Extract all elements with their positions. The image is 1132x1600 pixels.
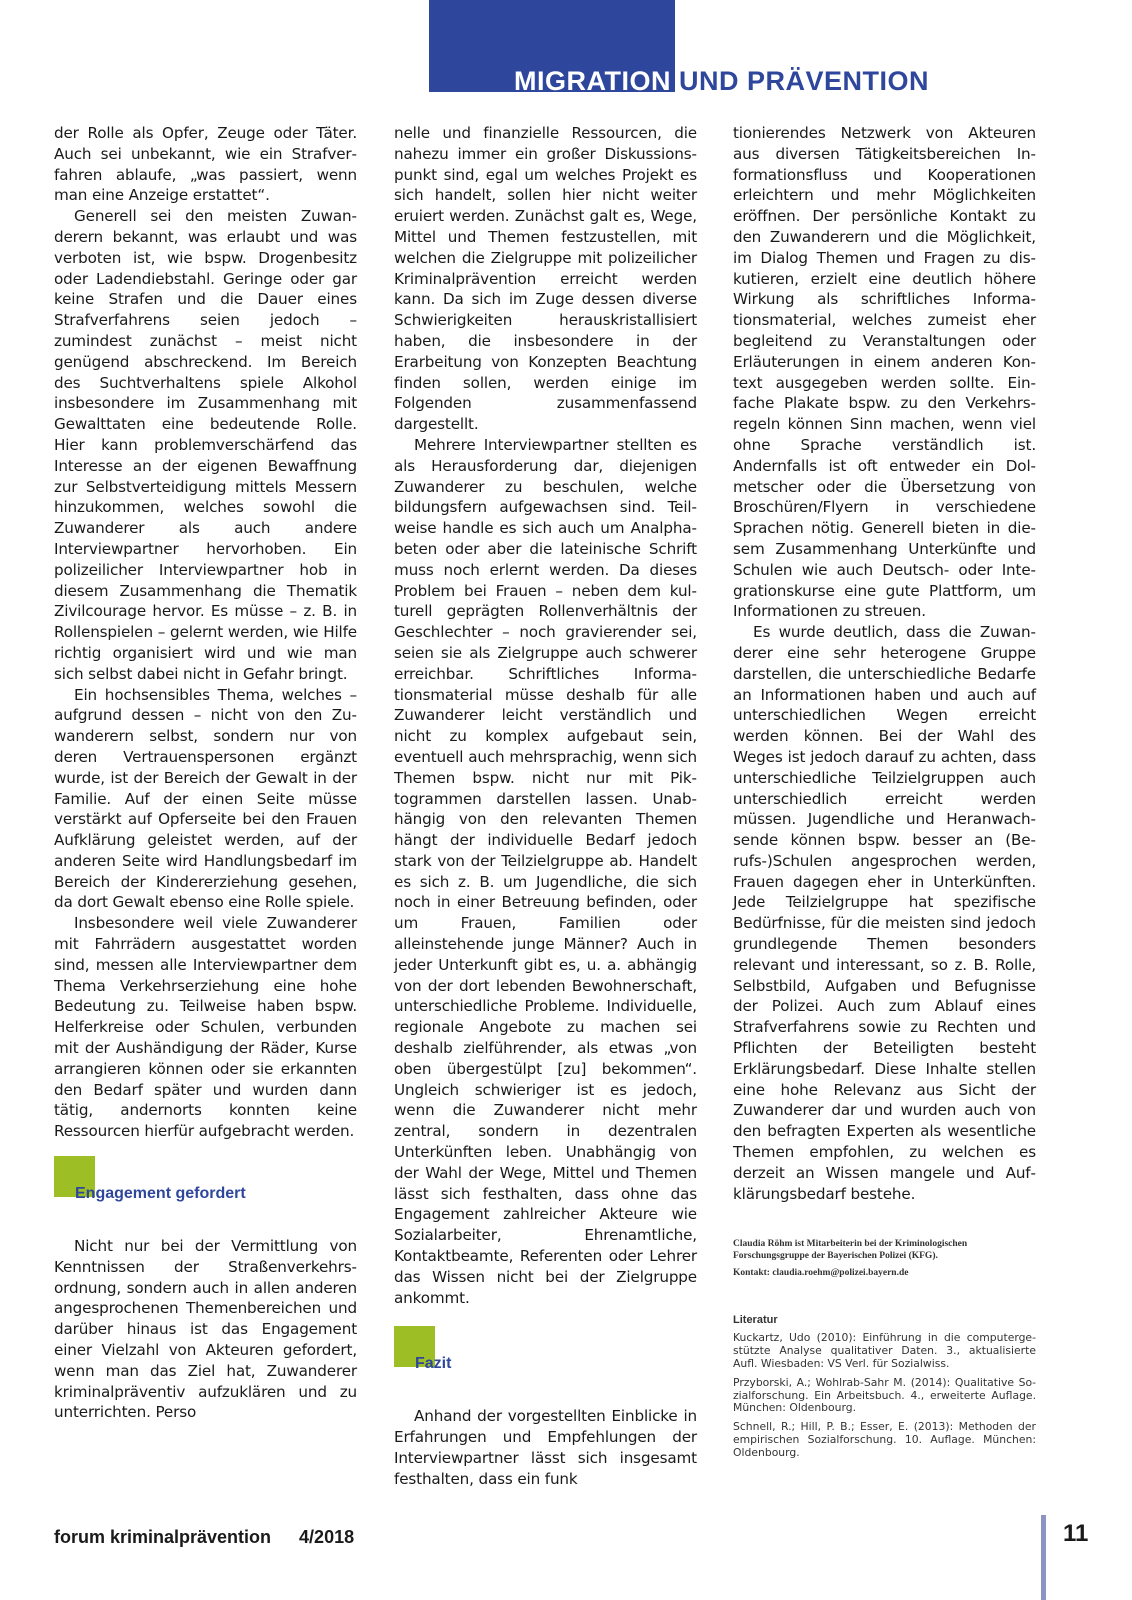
column-2 — [394, 123, 697, 1490]
paragraph: Insbesondere weil viele Zuwanderer mit Fahrrädern ausgestattet worden sind, messen alle Interviewpartner dem Thema Verkehrserziehung eine hohe Bedeutung zu. Teilweise haben bspw. Helferkreise oder Schulen, verbunden mit der Aushändigung der Räder, Kurse arrangieren können oder sie erkannten den Bedarf später und wurden dann tätig, andernorts konnten keine Ressourcen hierfür aufgebracht werden. — [54, 914, 357, 1141]
section-header — [514, 66, 929, 97]
column-3 — [733, 123, 1036, 1460]
literature-item: Schnell, R.; Hill, P. B.; Esser, E. (2013): Methoden der empirischen Sozialforschung. 10. Auflage. München: Oldenbourg. — [733, 1420, 1036, 1459]
paragraph: Ein hochsensibles Thema, welches – aufgrund dessen – nicht von den Zuwanderern selbst, sondern nur von deren Vertrauenspersonen ergänzt wurde, ist der Bereich der Gewalt in der Familie. Auf der einen Seite müsse verstärkt auf Opferseite bei den Frauen Aufklärung geleistet werden, auf der anderen Seite wird Handlungsbedarf im Bereich der Kindererziehung gesehen, da dort Gewalt ebenso eine Rolle spiele. — [54, 685, 357, 912]
author-contact: Kontakt: claudia.roehm@polizei.bayern.de — [733, 1268, 909, 1279]
paragraph: Nicht nur bei der Vermittlung von Kenntnissen der Straßenverkehrsordnung, sondern auch in allen anderen angesprochenen Themenbereichen und darüber hinaus ist das Engagement einer Vielzahl von Akteuren gefordert, wenn man das Ziel hat, Zuwanderer kriminalpräventiv aufzuklären und zu unterrichten. Perso — [54, 1237, 357, 1422]
issue-number: 4/2018 — [299, 1527, 355, 1547]
literature-item: Kuckartz, Udo (2010): Einführung in die computergestützte Analyse qualitativer Daten. 3., aktualisierte Aufl. Wiesbaden: VS Verl. für Sozialwiss. — [733, 1331, 1036, 1371]
paragraph: Generell sei den meisten Zuwanderern bekannt, was erlaubt und was verboten ist, wie bspw. Drogenbesitz oder Ladendiebstahl. Geringe oder gar keine Strafen und die Dauer eines Strafverfahrens seien jedoch – zumindest zunächst – meist nicht genügend abschreckend. Im Bereich des Suchtverhaltens spiele Alkohol insbesondere im Zusammenhang mit Gewalttaten eine bedeutende Rolle. Hier kann problemverschärfend das Interesse an der eigenen Bewaffnung zur Selbstverteidigung mittels Messern hinzukommen, welches sowohl die Zuwanderer als auch andere Interviewpartner hervorhoben. Ein polizeilicher Interviewpartner hob in diesem Zusammenhang die Thematik Zivilcourage hervor. Es müsse – z. B. in Rollenspielen – gelernt werden, wie Hilfe richtig organisiert wird und wie man sich selbst dabei nicht in Gefahr bringt. — [54, 207, 357, 683]
journal-name: forum kriminalprävention — [54, 1527, 272, 1547]
section-heading-fazit — [394, 1326, 697, 1392]
paragraph: der Rolle als Opfer, Zeuge oder Täter. Auch sei unbekannt, wie ein Strafverfahren ablaufe, „was passiert, wenn man eine Anzeige erstattet“. — [54, 124, 357, 205]
paragraph: nelle und finanzielle Ressourcen, die nahezu immer ein großer Diskussionspunkt sind, egal um welches Projekt es sich handelt, sollen hier nicht weiter eruiert werden. Zunächst galt es, Wege, Mittel und Themen festzustellen, mit welchen die Zielgruppe mit polizeilicher Kriminalprävention erreicht werden kann. Da sich im Zuge dessen diverse Schwierigkeiten herauskristallisiert haben, die insbesondere in der Erarbeitung von Konzepten Beachtung finden sollen, werden einige im Folgenden zusammenfassend dargestellt. — [394, 124, 697, 434]
header-word-praevention: UND PRÄVENTION — [679, 66, 930, 96]
page-number: 11 — [1063, 1520, 1089, 1547]
column-1 — [54, 123, 357, 1423]
footer-divider-bar — [1041, 1515, 1046, 1600]
paragraph: tionierendes Netzwerk von Akteuren aus diversen Tätigkeitsbereichen Informationsfluss und Kooperationen erleichtern und mehr Möglichkeiten eröffnen. Der persönliche Kontakt zu den Zuwanderern und die Möglichkeit, im Dialog Themen und Fragen zu diskutieren, erzielt eine deutlich höhere Wirkung als schriftliches Informationsmaterial, welches zumeist eher begleitend zu Veranstaltungen oder Erläuterungen in einem anderen Kontext ausgegeben werden sollte. Einfache Plakate bspw. zu den Verkehrsregeln können Sinn machen, wenn viel ohne Sprache verständlich ist. Andernfalls ist oft entweder ein Dolmetscher oder die Übersetzung von Broschüren/Flyern in verschiedene Sprachen nötig. Generell bieten in diesem Zusammenhang Unterkünfte und Schulen wie auch Deutsch- oder Integrationskurse eine gute Plattform, um Informationen zu streuen. — [733, 124, 1036, 621]
author-note: Claudia Röhm ist Mitarbeiterin bei der Kriminologischen Forschungsgruppe der Bayerischen Polizei (KFG). — [733, 1239, 968, 1262]
literature-item: Przyborski, A.; Wohlrab-Sahr M. (2014): Qualitative Sozialforschung. Ein Arbeitsbuch. 4., erweiterte Auflage. München: Oldenbourg. — [733, 1375, 1036, 1415]
footer-journal — [54, 1527, 354, 1548]
header-word-migration: MIGRATION — [514, 66, 671, 96]
paragraph: Es wurde deutlich, dass die Zuwanderer eine sehr heterogene Gruppe darstellen, die unterschiedliche Bedarfe an Informationen haben und auch auf unterschiedlichen Wegen erreicht werden können. Bei der Wahl des Weges ist jedoch darauf zu achten, dass unterschiedliche Teilzielgruppen auch unterschiedlich erreicht werden müssen. Jugendliche und Heranwachsende können bspw. besser an (Berufs-)Schulen angesprochen werden, Frauen dagegen eher in Unterkünften. Jede Teilzielgruppe hat spezifische Bedürfnisse, für die meisten sind jedoch grundlegende Themen besonders relevant und interessant, so z. B. Rolle, Selbstbild, Aufgaben und Befugnisse der Polizei. Auch zum Ablauf eines Strafverfahrens sowie zu Rechten und Pflichten der Beteiligten besteht Erklärungsbedarf. Diese Inhalte stellen eine hohe Relevanz aus Sicht der Zuwanderer dar und wurden auch von den befragten Experten als wesentliche Themen empfohlen, zu welchen es derzeit an Wissen mangele und Aufklärungsbedarf bestehe. — [733, 623, 1036, 1203]
paragraph: Mehrere Interviewpartner stellten es als Herausforderung dar, diejenigen Zuwanderer zu beschulen, welche bildungsfern aufgewachsen sind. Teilweise handle es sich auch um Analphabeten oder aber die lateinische Schrift muss noch erlernt werden. Da dieses Problem bei Frauen – neben dem kulturell geprägten Rollenverhältnis der Geschlechter – noch gravierender sei, seien sie als Zielgruppe auch schwerer erreichbar. Schriftliches Informationsmaterial müsse deshalb für alle Zuwanderer leicht verständlich und nicht zu komplex aufgebaut sein, eventuell auch mehrsprachig, wenn sich Themen bspw. nicht nur mit Piktogrammen darstellen lassen. Unabhängig von den relevanten Themen hängt der individuelle Bedarf jedoch stark von der Teilzielgruppe ab. Handelt es sich z. B. um Jugendliche, die sich noch in einer Betreuung befinden, oder um Frauen, Familien oder alleinstehende junge Männer? Auch in jeder Unterkunft gibt es, u. a. abhängig von der dort lebenden Bewohnerschaft, unterschiedliche Probleme. Individuelle, regionale Angebote zu machen sei deshalb zielführender, als etwas „von oben übergestülpt [zu] bekommen“. Ungleich schwieriger ist es jedoch, wenn die Zuwanderer nicht mehr zentral, sondern in dezentralen Unterkünften leben. Unabhängig von der Wahl der Wege, Mittel und Themen lässt sich festhalten, dass ohne das Engagement zahlreicher Akteure wie Sozialarbeiter, Ehrenamtliche, Kontaktbeamte, Referenten oder Lehrer das Wissen nicht bei der Zielgruppe ankommt. — [394, 435, 697, 1307]
section-heading-engagement — [54, 1156, 357, 1222]
paragraph: Anhand der vorgestellten Einblicke in Erfahrungen und Empfehlungen der Interviewpartner lässt sich insgesamt festhalten, dass ein funk — [394, 1407, 697, 1488]
literature-title: Literatur — [733, 1314, 778, 1327]
section-title: Engagement gefordert — [75, 1185, 246, 1203]
section-title: Fazit — [415, 1355, 452, 1373]
